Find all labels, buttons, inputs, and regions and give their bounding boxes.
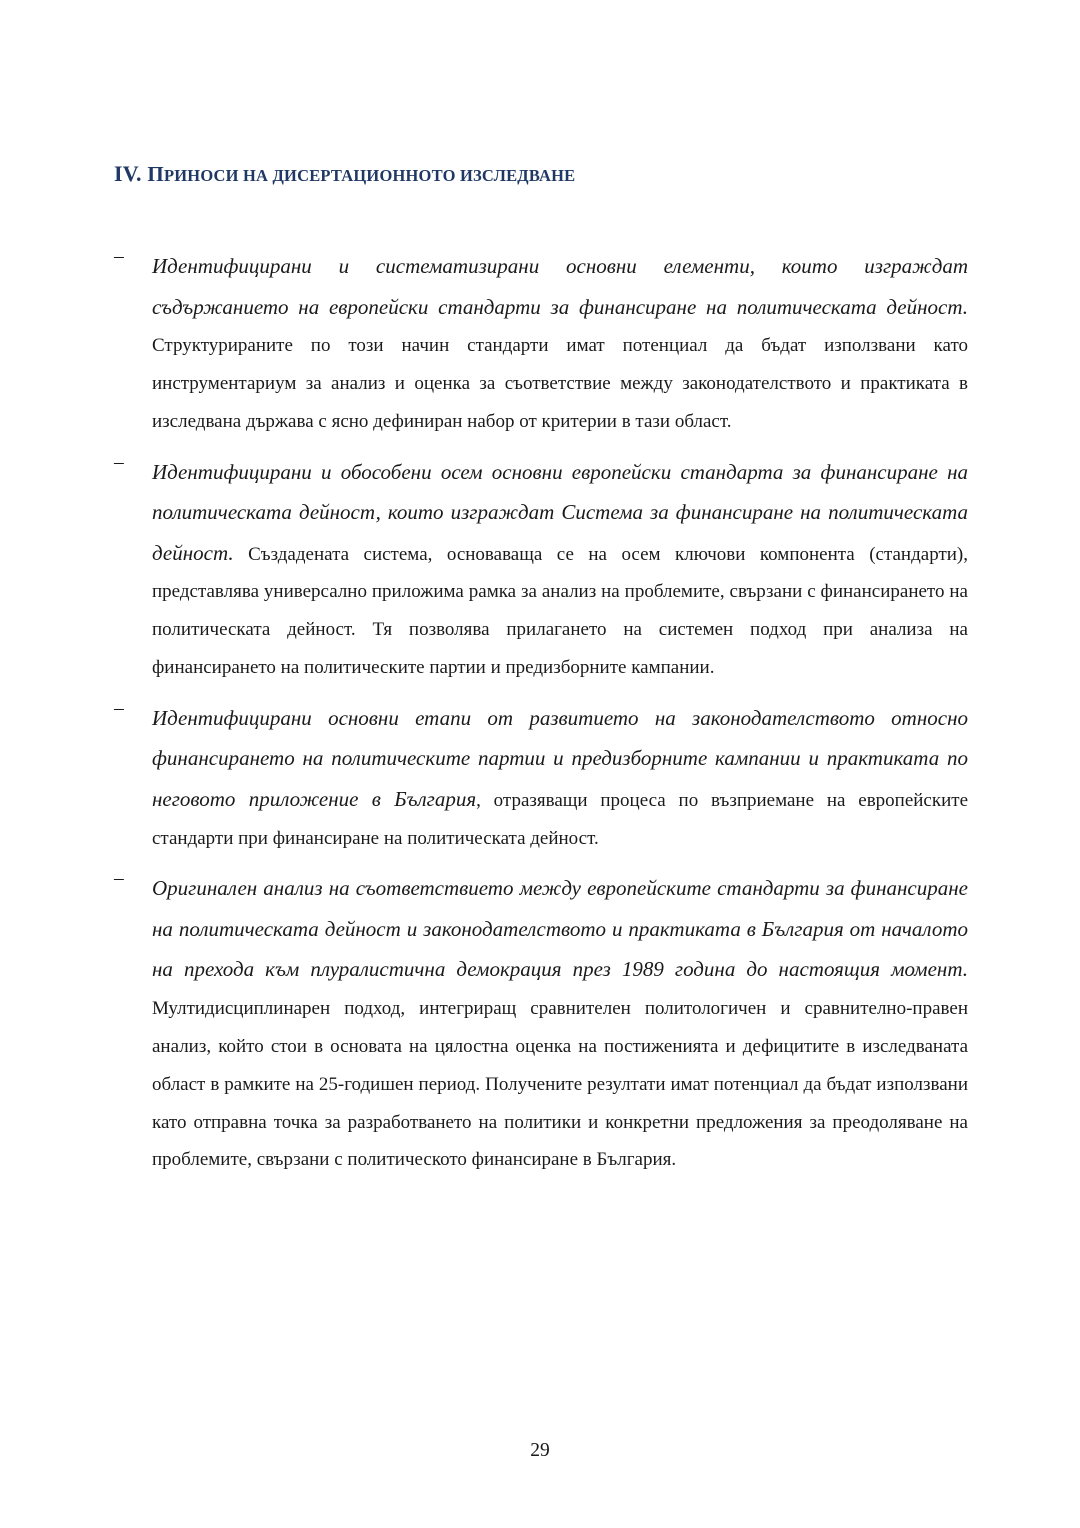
- item-text: , отразяващи процеса по възприемане на европейските стандарти при финансиране на политическата дейност.: [152, 789, 968, 849]
- item-text: Структурираните по този начин стандарти имат потенциал да бъдат използвани като инструментариум за анализ и оценка за съответствие между законодателството и практиката в изследвана държава с ясно дефиниран набор от критерии в тази област.: [152, 335, 968, 432]
- list-item: [114, 452, 968, 687]
- section-number: IV.: [114, 161, 142, 186]
- item-text: Мултидисциплинарен подход, интегриращ сравнителен политологичен и сравнително-правен анализ, който стои в основата на цялостна оценка на постиженията и дефицитите в изследваната област в рамките на 25-годишен период. Получените резултати имат потенциал да бъдат използвани като отправна точка за разработването на политики и конкретни предложения за преодоляване на проблемите, свързани с политическото финансиране в България.: [152, 998, 968, 1171]
- list-item: [114, 246, 968, 441]
- page-number: 29: [530, 1440, 550, 1461]
- section-title-initial: П: [147, 162, 164, 186]
- list-item: [114, 698, 968, 858]
- list-bullet: –: [114, 451, 124, 473]
- item-emphasis: Оригинален анализ на съответствието между европейските стандарти за финансиране на политическата дейност и законодателството и практиката в България от началото на прехода към плуралистична демокрация през 1989 година до настоящия момент.: [152, 876, 968, 982]
- section-heading: [114, 158, 575, 192]
- list-item: [114, 868, 968, 1179]
- section-title-rest: РИНОСИ НА ДИСЕРТАЦИОННОТО ИЗСЛЕДВАНЕ: [163, 166, 576, 185]
- list-bullet: –: [114, 697, 124, 719]
- item-emphasis: Идентифицирани и обособени осем основни европейски стандарта за финансиране на политическата дейност, които изграждат Система за финансиране на политическата дейност.: [152, 459, 968, 565]
- list-bullet: –: [114, 868, 124, 890]
- contributions-list: [114, 246, 968, 1190]
- list-bullet: –: [114, 246, 124, 267]
- item-text: Създадената система, основаваща се на осем ключови компонента (стандарти), представлява универсално приложима рамка за анализ на проблемите, свързани с финансирането на политическата дейност. Тя позволява прилагането на системен подход при анализа на финансирането на политическите партии и предизборните кампании.: [152, 543, 968, 679]
- item-emphasis: Идентифицирани и систематизирани основни елементи, които изграждат съдържанието на европейски стандарти за финансиране на политическата дейност.: [152, 254, 968, 319]
- item-emphasis: Идентифицирани основни етапи от развитието на законодателството относно финансирането на политическите партии и предизборните кампании и практиката по неговото приложение в България: [152, 705, 968, 811]
